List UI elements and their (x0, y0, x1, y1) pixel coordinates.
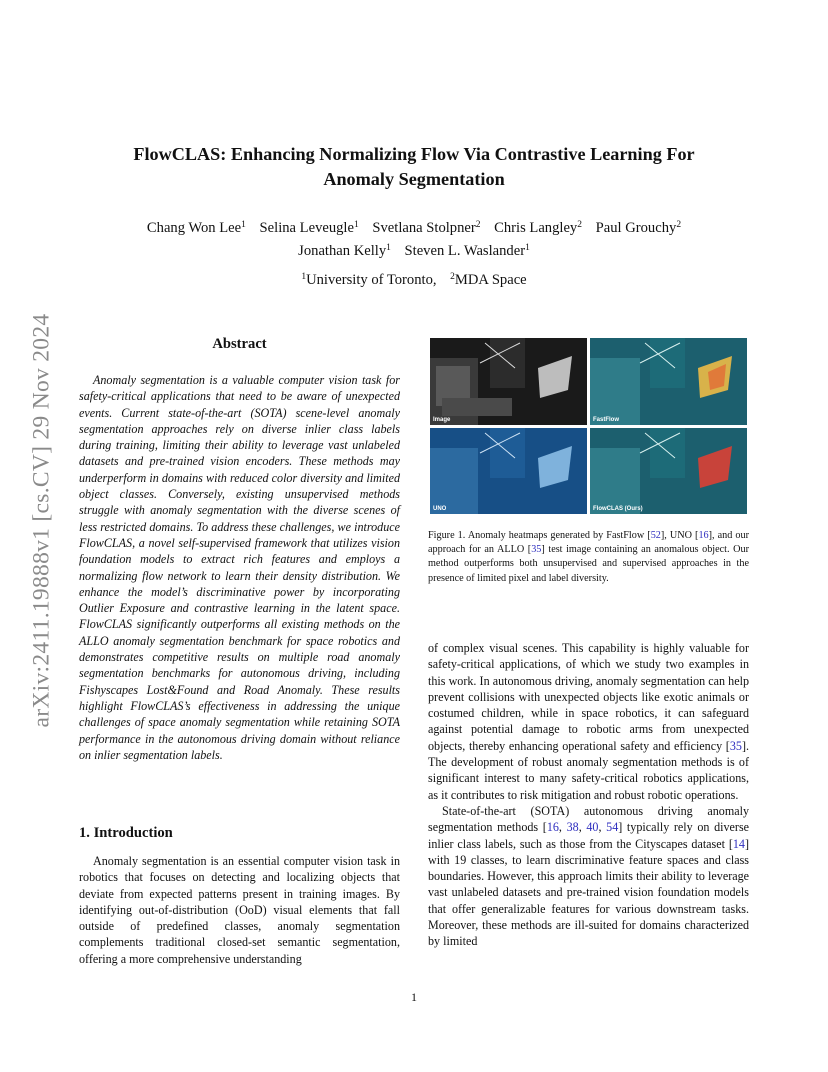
text-run: , (558, 820, 567, 835)
abstract-heading: Abstract (212, 336, 267, 352)
citation-link[interactable]: 16 (546, 820, 559, 835)
citation-link[interactable]: 16 (698, 530, 709, 541)
author: Chris Langley$^2$ (494, 220, 582, 236)
citation-link[interactable]: 14 (732, 836, 745, 851)
paper-title (80, 142, 748, 192)
text-run: ] test image containing an anomalous object. Our method outperforms both unsupervised and supervised approaches in the presence of limited pixel and label diversity. (428, 544, 749, 584)
abstract-text: Anomaly segmentation is a valuable computer vision task for safety-critical applications that need to be aware of unexpected events. Current state-of-the-art (SOTA) scene-level anomaly segmentation approaches rely on diverse inlier class labels during training, limiting their ability to leverage vast unlabeled datasets and pre-trained vision encoders. These methods may underperform in domains with reduced color diversity and limited object classes. Conversely, existing unsupervised methods struggle with anomaly segmentation with the diverse scenes of less restricted domains. To address these challenges, we introduce FlowCLAS, a novel self-supervised framework that utilizes vision foundation models to extract rich features and employs a normalizing flow network to learn their density distribution. We enhance the model’s discriminative power by incorporating Outlier Exposure and contrastive learning in the latent space. FlowCLAS significantly outperforms all existing methods on the ALLO anomaly segmentation benchmark for space robotics and demonstrates competitive results on multiple road anomaly segmentation benchmarks for autonomous driving, including Fishyscapes Lost&Found and Road Anomaly. These results highlight FlowCLAS’s effectiveness in addressing the unique challenges of space anomaly segmentation while retaining SOTA performance in the autonomous driving domain without reliance on inlier segmentation labels. (79, 373, 400, 762)
right-column-text (428, 640, 749, 950)
figure-panel-flowclas (590, 428, 747, 514)
text-run: ], and our approach for an ALLO [ (428, 530, 750, 556)
text-run: ], UNO [ (660, 530, 699, 541)
arxiv-watermark (22, 282, 62, 758)
introduction-heading: 1. Introduction (79, 825, 173, 841)
affiliation: $^1$University of Toronto, (301, 272, 437, 288)
title-line-1: FlowCLAS: Enhancing Normalizing Flow Via Contrastive Learning For (133, 144, 695, 164)
figure-1 (430, 338, 747, 514)
figure-panel-fastflow (590, 338, 747, 425)
grayscale-photo (430, 338, 587, 425)
page-number: 1 (411, 990, 417, 1004)
author-list (80, 217, 748, 263)
text-run: State-of-the-art (SOTA) autonomous driving anomaly segmentation methods [ (428, 803, 749, 835)
citation-link[interactable]: 52 (650, 530, 661, 541)
affiliations (80, 272, 748, 289)
text-run: ] typically rely on diverse inlier class labels, such as those from the Cityscapes dataset [ (428, 820, 750, 851)
author: Jonathan Kelly$^1$ (298, 243, 391, 259)
text-run: , (578, 820, 587, 835)
heatmap-image (590, 428, 747, 514)
figure-panel-image (430, 338, 587, 425)
author: Selina Leveugle$^1$ (259, 220, 359, 236)
arxiv-id: arXiv:2411.19888v1 [cs.CV] 29 Nov 2024 (28, 313, 55, 727)
introduction-text: Anomaly segmentation is an essential computer vision task in robotics that focuses on detecting and localizing objects that deviate from expected patterns present in training images. By identifying out-of-distribution (OoD) visual elements that fall outside of predefined classes, anomaly segmentation complements traditional closed-set semantic segmentation, offering a more comprehensive understanding (79, 854, 400, 966)
heatmap-image (430, 428, 587, 514)
citation-link[interactable]: 38 (566, 820, 579, 835)
author: Steven L. Waslander$^1$ (404, 243, 530, 259)
panel-label: FastFlow (593, 417, 620, 423)
citation-link[interactable]: 40 (586, 820, 599, 835)
paragraph (428, 803, 749, 950)
affiliation: $^2$MDA Space (450, 272, 527, 288)
paragraph (428, 640, 749, 803)
panel-label: Image (433, 417, 451, 423)
citation-link[interactable]: 54 (606, 820, 619, 835)
author: Svetlana Stolpner$^2$ (372, 220, 481, 236)
heatmap-image (590, 338, 747, 425)
author: Paul Grouchy$^2$ (595, 220, 682, 236)
text-run: ] with 19 classes, to learn discriminative feature spaces and class boundaries. However, this approach limits their ability to leverage vast unlabeled datasets and pre-trained vision foundation models that offer generalizable features for various downstream tasks. Moreover, these methods are ill-suited for domains characterized by limited (428, 836, 749, 949)
text-run: , (598, 820, 607, 835)
panel-label: FlowCLAS (Ours) (593, 506, 643, 512)
text-run: ]. The development of robust anomaly segmentation methods is of significant interest to many safety-critical robotics applications, as it contributes to risk mitigation and robust robotic operations. (428, 738, 749, 802)
citation-link[interactable]: 35 (531, 544, 542, 556)
figure-caption (428, 529, 749, 586)
panel-label: UNO (433, 506, 447, 512)
citation-link[interactable]: 35 (729, 738, 742, 753)
text-run: of complex visual scenes. This capability is highly valuable for safety-critical applications, of which we study two examples in this work. In autonomous driving, anomaly segmentation can help prevent collisions with unexpected objects like exotic animals or costumed children, while in space robotics, it can safeguard against potential damage to robotic arms from unexpected objects, thereby enhancing operational safety and efficiency [ (428, 641, 749, 753)
title-line-2: Anomaly Segmentation (323, 169, 505, 189)
text-run: Figure 1. Anomaly heatmaps generated by FastFlow [ (428, 530, 651, 541)
author: Chang Won Lee$^1$ (146, 220, 246, 236)
figure-panel-uno (430, 428, 587, 514)
